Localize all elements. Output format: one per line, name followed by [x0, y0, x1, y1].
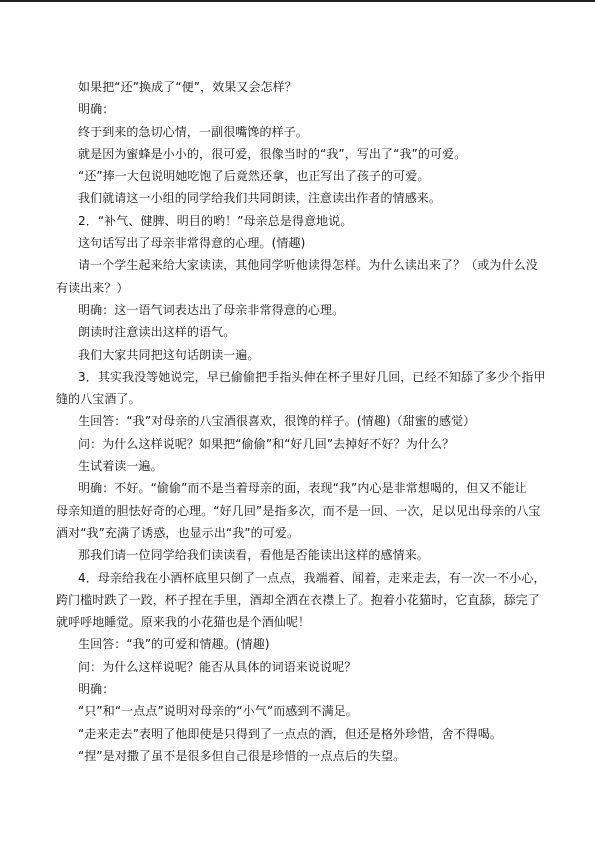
text-line: 这句话写出了母亲非常得意的心理。(情趣): [78, 236, 306, 251]
text-line: 问：为什么这样说呢？能否从具体的词语来说说呢？: [78, 659, 357, 674]
text-line: 明确：: [78, 102, 115, 117]
text-line: 2．“补气、健脾、明目的哟！”母亲总是得意地说。: [78, 213, 353, 228]
text-line: “还”捧一大包说明她吃饱了后竟然还拿，也正写出了孩子的可爱。: [78, 169, 430, 184]
text-line: 母亲知道的胆怯好奇的心理。“好几回”是指多次，而不是一回、一次，足以见出母亲的八宝: [56, 503, 541, 518]
text-line: 跨门槛时跌了一跤，杯子捏在手里，酒却全洒在衣襟上了。抱着小花猫时，它直舔，舔完了: [56, 592, 541, 607]
text-line: 请一个学生起来给大家读读，其他同学听他读得怎样。为什么读出来了？（或为什么没: [78, 258, 538, 273]
text-line: 3．其实我没等她说完，早已偷偷把手指头伸在杯子里好几回，已经不知舔了多少个指甲: [78, 369, 546, 384]
text-line: 生回答：“我”对母亲的八宝酒很喜欢，很馋的样子。(情趣)（甜蜜的感觉）: [78, 414, 476, 429]
text-line: 我们大家共同把这句话朗读一遍。: [78, 347, 260, 362]
text-line: 明确：这一语气词表达出了母亲非常得意的心理。: [78, 302, 345, 317]
top-border-line: [0, 0, 595, 2]
text-line: 终于到来的急切心情，一副很嘴馋的样子。: [78, 124, 308, 139]
text-line: 明确：不好。“偷偷”而不是当着母亲的面，表现“我”内心是非常想喝的，但又不能让: [78, 481, 527, 496]
text-line: 就是因为蜜蜂是小小的，很可爱，很像当时的“我”，写出了“我”的可爱。: [78, 146, 467, 161]
text-line: 就呼呼地睡觉。原来我的小花猫也是个酒仙呢！: [56, 615, 311, 630]
text-line: “捏”是对撒了虽不是很多但自己很是珍惜的一点点后的失望。: [78, 748, 406, 763]
text-line: “走来走去”表明了他即使是只得到了一点点的酒，但还是格外珍惜，舍不得喝。: [78, 726, 503, 741]
text-line: 酒对“我”充满了诱惑，也显示出“我”的可爱。: [56, 525, 300, 540]
text-line: 如果把“还”换成了“便”，效果又会怎样？: [78, 80, 297, 94]
text-line: 缝的八宝酒了。: [56, 392, 141, 407]
text-line: 4．母亲给我在小酒杯底里只倒了一点点，我端着、闻着，走来走去，有一次一不小心，: [78, 570, 546, 585]
text-line: 生回答：“我”的可爱和情趣。(情趣): [78, 637, 270, 652]
text-line: 问：为什么这样说呢？如果把“偷偷”和“好几回”去掉好不好？为什么？: [78, 436, 455, 451]
text-line: 那我们请一位同学给我们读读看，看他是否能读出这样的感情来。: [78, 548, 429, 563]
text-line: “只”和“一点点”说明对母亲的“小气”而感到不满足。: [78, 704, 358, 719]
text-line: 我们就请这一小组的同学给我们共同朗读，注意读出作者的情感来。: [78, 191, 442, 206]
text-line: 有读出来？）: [56, 280, 129, 295]
document-body: [56, 76, 546, 767]
text-line: 朗读时注意读出这样的语气。: [78, 325, 236, 340]
text-line: 生试着读一遍。: [78, 459, 163, 474]
text-line: 明确：: [78, 682, 115, 697]
